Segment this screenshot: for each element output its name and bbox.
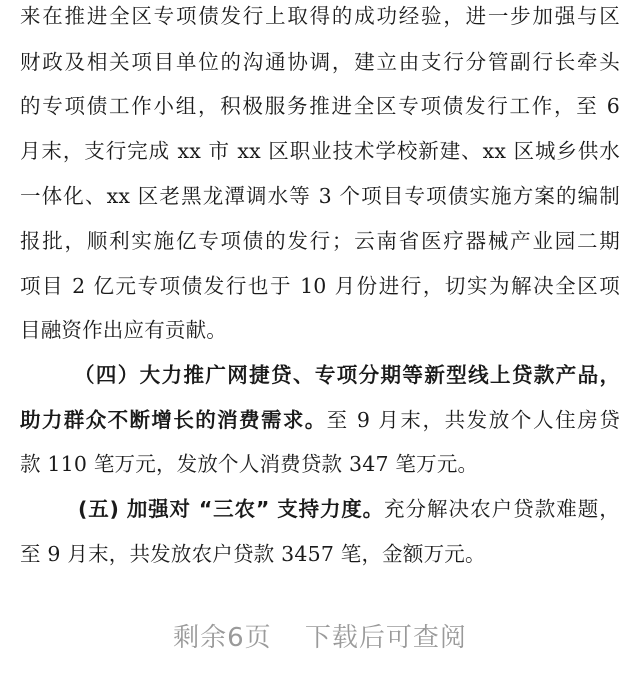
section-5-text: 充分解决农户贷款难题， [383,497,620,521]
paragraph-line: 月末，支行完成 xx 市 xx 区职业技术学校新建、xx 区城乡供水 [20,139,620,163]
paragraph-line: 来在推进全区专项债发行上取得的成功经验，进一步加强与区 [20,4,620,28]
section-4-text: 至 9 月末，共发放个人住房贷 [326,408,621,432]
section-5-line-1 [78,495,620,523]
remaining-pages-label: 剩余6页 [173,623,272,653]
paragraph-line: 财政及相关项目单位的沟通协调，建立由支行分管副行长牵头 [20,50,620,74]
section-4-line-3: 款 110 笔万元，发放个人消费贷款 347 笔万元。 [20,452,479,476]
section-4-heading-continued: 助力群众不断增长的消费需求。 [20,408,327,432]
preview-footer [0,608,640,668]
paragraph-line: 的专项债工作小组，积极服务推进全区专项债发行工作，至 6 [20,94,620,118]
paragraph-line: 一体化、xx 区老黑龙潭调水等 3 个项目专项债实施方案的编制 [20,184,620,208]
paragraph-line: 项目 2 亿元专项债发行也于 10 月份进行，切实为解决全区项 [20,274,620,298]
section-4-line-2 [20,406,620,434]
paragraph-line: 报批，顺利实施亿专项债的发行；云南省医疗器械产业园二期 [20,229,620,253]
paragraph-line: 目融资作出应有贡献。 [20,318,227,342]
section-5-heading: (五) 加强对 “三农” 支持力度。 [78,497,384,521]
download-to-view-link[interactable]: 下载后可查阅 [304,623,467,653]
section-5-line-2: 至 9 月末，共发放农户贷款 3457 笔，金额万元。 [20,542,486,566]
section-4-heading: （四）大力推广网捷贷、专项分期等新型线上贷款产品， [74,363,620,387]
